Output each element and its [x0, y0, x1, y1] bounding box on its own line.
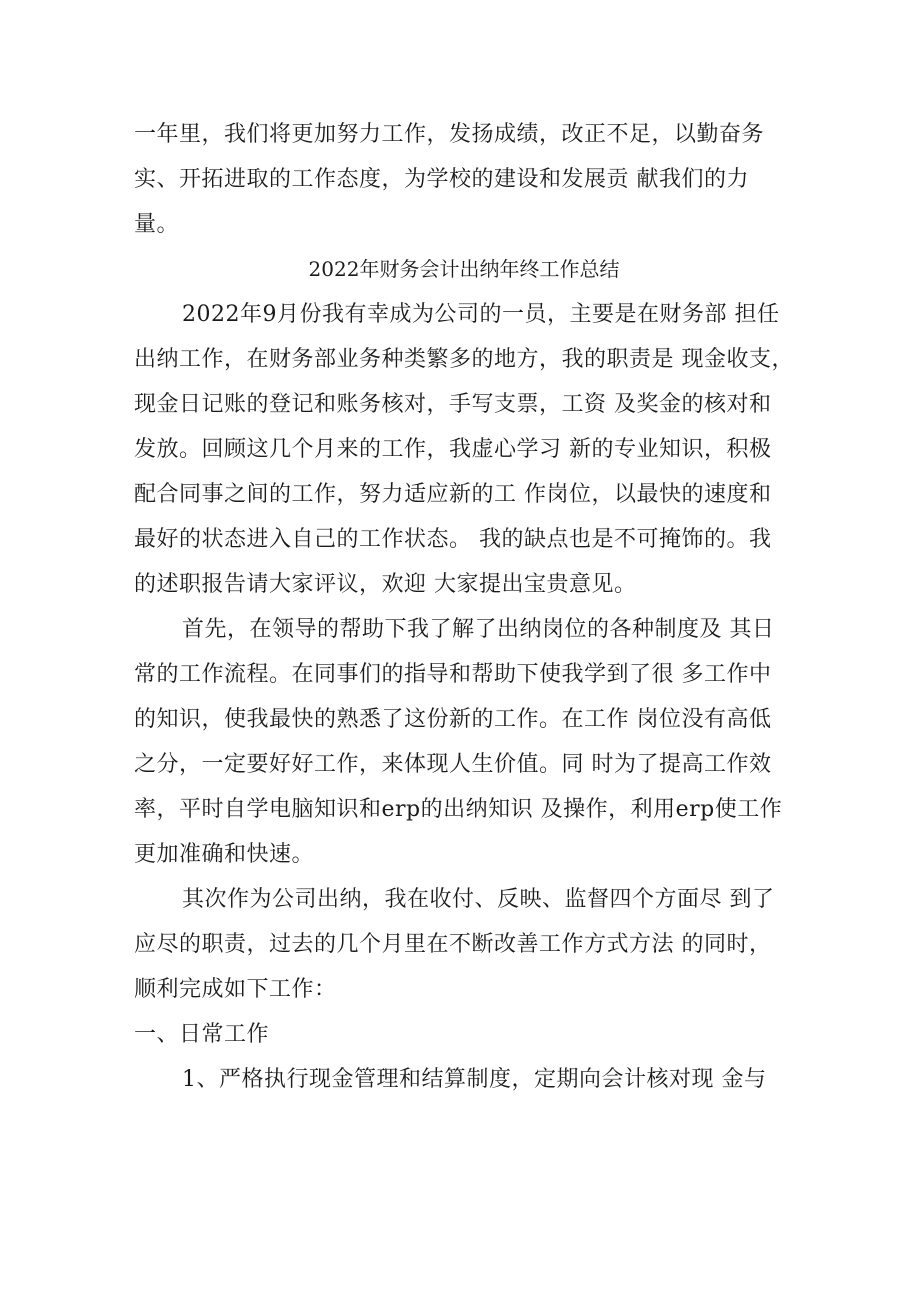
- text-line: 更加准确和快速。: [134, 842, 315, 867]
- text-line: 出纳工作，在财务部业务种类繁多的地方，我的职责是 现金收支，: [134, 347, 794, 372]
- paragraph-2: [134, 607, 794, 877]
- intro-paragraph: [134, 112, 794, 247]
- text-line: 2022年9月份我有幸成为公司的一员，主要是在财务部 担任: [182, 302, 780, 327]
- document-body: [134, 112, 794, 1102]
- text-line: 实、开拓进取的工作态度，为学校的建设和发展贡 献我们的力: [134, 167, 749, 192]
- text-line: 应尽的职责，过去的几个月里在不断改善工作方式方法 的同时，: [134, 932, 772, 957]
- text-line: 常的工作流程。在同事们的指导和帮助下使我学到了很 多工作中: [134, 662, 772, 687]
- text-line: 之分，一定要好好工作，来体现人生价值。同 时为了提高工作效: [134, 752, 772, 777]
- list-item-1: [134, 1057, 794, 1102]
- section-heading-text: 一、日常工作: [134, 1022, 270, 1047]
- text-line: 一年里，我们将更加努力工作，发扬成绩，改正不足，以勤奋务: [134, 122, 765, 147]
- text-line: 现金日记账的登记和账务核对，手写支票，工资 及奖金的核对和: [134, 392, 772, 417]
- text-line: 量。: [134, 212, 180, 237]
- text-line: 顺利完成如下工作：: [134, 977, 337, 1002]
- text-line: 发放。回顾这几个月来的工作，我虚心学习 新的专业知识，积极: [134, 437, 772, 462]
- text-line: 配合同事之间的工作，努力适应新的工 作岗位，以最快的速度和: [134, 482, 772, 507]
- text-line: 率，平时自学电脑知识和erp的出纳知识 及操作，利用erp使工作: [134, 797, 783, 822]
- text-line: 首先，在领导的帮助下我了解了出纳岗位的各种制度及 其日: [182, 617, 775, 642]
- text-line: 的述职报告请大家评议，欢迎 大家提出宝贵意见。: [134, 572, 637, 597]
- section-heading: [134, 1012, 794, 1057]
- text-line: 最好的状态进入自己的工作状态。 我的缺点也是不可掩饰的。我: [134, 527, 772, 552]
- paragraph-1: [134, 292, 794, 607]
- document-title: 2022年财务会计出纳年终工作总结: [308, 257, 620, 281]
- text-line: 的知识，使我最快的熟悉了这份新的工作。在工作 岗位没有高低: [134, 707, 772, 732]
- text-line: 1、严格执行现金管理和结算制度，定期向会计核对现 金与: [182, 1067, 767, 1092]
- paragraph-3: [134, 877, 794, 1012]
- text-line: 其次作为公司出纳，我在收付、反映、监督四个方面尽 到了: [182, 887, 775, 912]
